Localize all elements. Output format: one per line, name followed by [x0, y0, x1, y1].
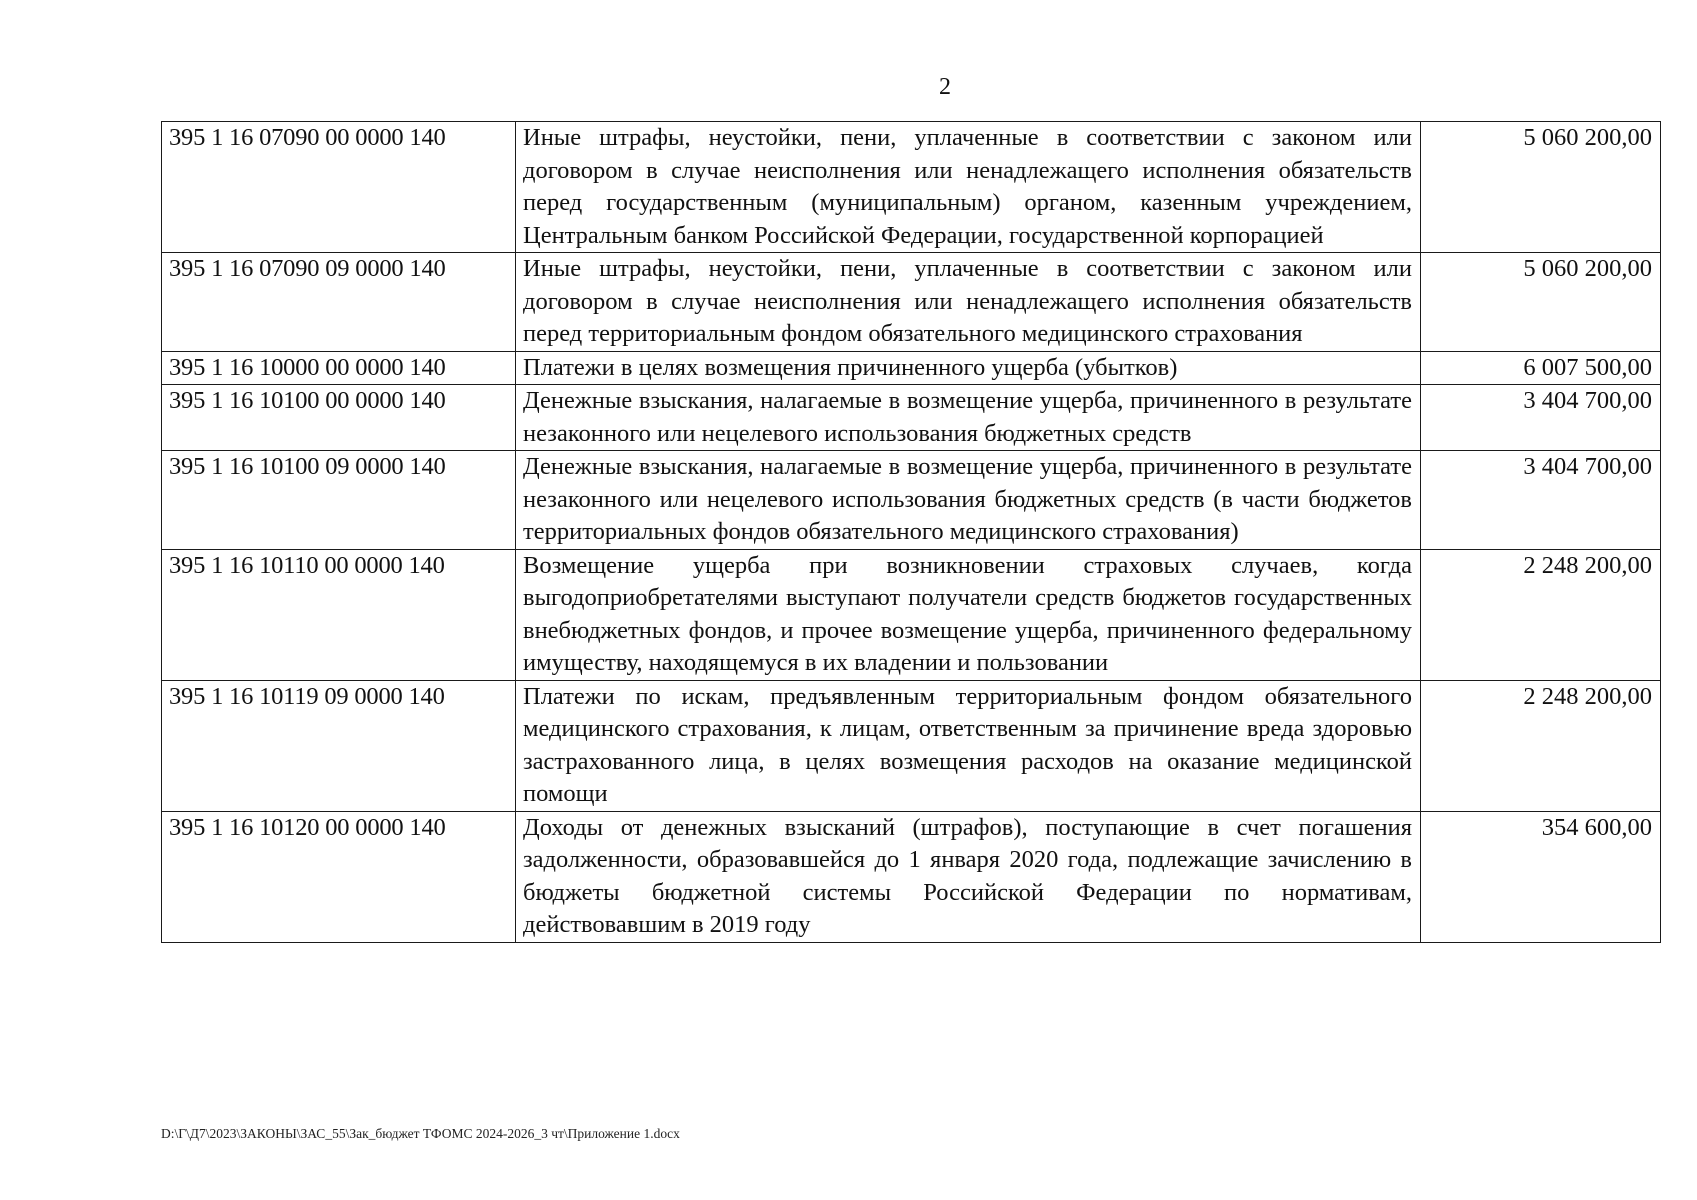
amount: 354 600,00	[1421, 811, 1661, 942]
amount: 5 060 200,00	[1421, 122, 1661, 253]
budget-code: 395 1 16 10100 09 0000 140	[162, 451, 516, 550]
budget-code: 395 1 16 10100 00 0000 140	[162, 385, 516, 451]
amount: 3 404 700,00	[1421, 385, 1661, 451]
table-row	[162, 351, 1661, 385]
budget-code: 395 1 16 07090 09 0000 140	[162, 253, 516, 352]
page-number: 2	[939, 74, 951, 100]
income-name: Возмещение ущерба при возникновении страховых случаев, когда выгодоприобретателями выступают получатели средств бюджетов государственных внебюджетных фондов, и прочее возмещение ущерба, причиненного федеральному имуществу, находящемуся в их владении и пользовании	[516, 549, 1421, 680]
budget-code: 395 1 16 10000 00 0000 140	[162, 351, 516, 385]
amount: 2 248 200,00	[1421, 549, 1661, 680]
income-name: Денежные взыскания, налагаемые в возмещение ущерба, причиненного в результате незаконного или нецелевого использования бюджетных средств (в части бюджетов территориальных фондов обязательного медицинского страхования)	[516, 451, 1421, 550]
budget-code: 395 1 16 10120 00 0000 140	[162, 811, 516, 942]
budget-code: 395 1 16 07090 00 0000 140	[162, 122, 516, 253]
budget-code: 395 1 16 10119 09 0000 140	[162, 680, 516, 811]
income-name: Платежи по искам, предъявленным территориальным фондом обязательного медицинского страхования, к лицам, ответственным за причинение вреда здоровью застрахованного лица, в целях возмещения расходов на оказание медицинской помощи	[516, 680, 1421, 811]
table-row	[162, 253, 1661, 352]
income-name: Доходы от денежных взысканий (штрафов), поступающие в счет погашения задолженности, образовавшейся до 1 января 2020 года, подлежащие зачислению в бюджеты бюджетной системы Российской Федерации по нормативам, действовавшим в 2019 году	[516, 811, 1421, 942]
income-name: Иные штрафы, неустойки, пени, уплаченные в соответствии с законом или договором в случае неисполнения или ненадлежащего исполнения обязательств перед государственным (муниципальным) органом, казенным учреждением, Центральным банком Российской Федерации, государственной корпорацией	[516, 122, 1421, 253]
amount: 6 007 500,00	[1421, 351, 1661, 385]
budget-table	[161, 121, 1661, 943]
income-name: Иные штрафы, неустойки, пени, уплаченные в соответствии с законом или договором в случае неисполнения или ненадлежащего исполнения обязательств перед территориальным фондом обязательного медицинского страхования	[516, 253, 1421, 352]
amount: 3 404 700,00	[1421, 451, 1661, 550]
income-name: Денежные взыскания, налагаемые в возмещение ущерба, причиненного в результате незаконного или нецелевого использования бюджетных средств	[516, 385, 1421, 451]
table-row	[162, 680, 1661, 811]
table-row	[162, 451, 1661, 550]
income-name: Платежи в целях возмещения причиненного ущерба (убытков)	[516, 351, 1421, 385]
table-row	[162, 811, 1661, 942]
amount: 5 060 200,00	[1421, 253, 1661, 352]
file-path-footer: D:\Г\Д7\2023\ЗАКОНЫ\ЗАС_55\Зак_бюджет ТФОМС 2024-2026_3 чт\Приложение 1.docx	[161, 1126, 680, 1141]
table-row	[162, 385, 1661, 451]
table-row	[162, 549, 1661, 680]
amount: 2 248 200,00	[1421, 680, 1661, 811]
budget-code: 395 1 16 10110 00 0000 140	[162, 549, 516, 680]
table-row	[162, 122, 1661, 253]
